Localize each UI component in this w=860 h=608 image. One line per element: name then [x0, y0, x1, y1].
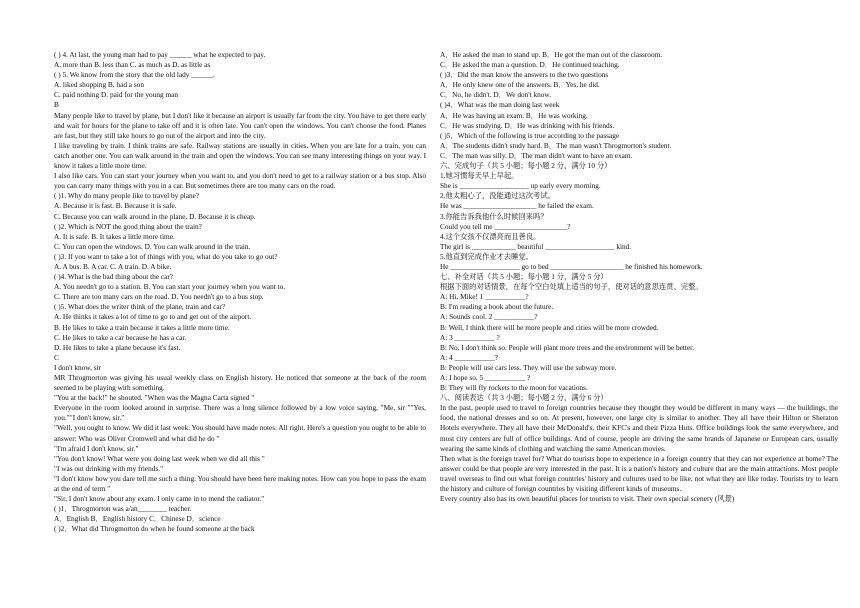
dialogue-line: B: They will fly rockets to the moon for vacations. [440, 383, 588, 393]
passage-paragraph: "You at the back!" he shouted. "When was the Magna Carta signed " [54, 393, 255, 403]
fill-blank-line: Could you tell me ____________________? [440, 221, 571, 231]
answer-options: A．He was having an exam. B．He was working. [440, 110, 588, 120]
passage-paragraph: Everyone in the room looked around in surprise. There was a long silence followed by a low voice saying, "Me, sir ""Yes, you.""I don't know, sir." [54, 403, 426, 423]
passage-paragraph: "Well, you ought to know. We did it last week. You should have made notes. All right. Here's a question you ought to be able to answer: Who was Oliver Cromwell and what did he do " [54, 423, 426, 443]
answer-options: C. He likes to take a car because he has a car. [54, 332, 187, 342]
answer-options: A. more than B. less than C. as much as D. as little as [54, 60, 211, 70]
chinese-prompt: 3.你能告诉我他什么时候回来吗？ [440, 211, 548, 221]
passage-paragraph: "I was out drinking with my friends." [54, 463, 164, 473]
answer-options: C．The man was silly. D．The man didn't want to have an exam. [440, 150, 633, 160]
answer-options: A．English B．English history C．Chinese D．science [54, 514, 221, 524]
answer-options: A. Because it is fast. B. Because it is safe. [54, 201, 177, 211]
passage-paragraph: "You don't know! What were you doing last week when we did all this " [54, 453, 265, 463]
passage-paragraph: Every country also has its own beautiful places for tourists to visit. Their own special scenery (风景) [440, 494, 735, 504]
answer-options: B. He likes to take a train because it takes a little more time. [54, 322, 230, 332]
question-line: ( )3．Did the man know the answers to the two questions [440, 70, 609, 80]
right-column [440, 50, 838, 504]
dialogue-line: A: 4 ___________? [440, 352, 498, 362]
fill-blank-line: The girl is ____________ beautiful ___________________ kind. [440, 241, 632, 251]
fill-blank-line: He ___________________ go to bed ____________________ he finished his homework. [440, 261, 703, 271]
instruction-line: 根据下面的对话情景，在每个空白处填上适当的句子，使对话的意思连贯、完整。 [440, 282, 703, 292]
answer-options: C．He was studying. D．He was drinking with his friends. [440, 120, 615, 130]
answer-options: A. He thinks it takes a lot of time to go to and get out of the airport. [54, 312, 252, 322]
section-heading: 六、完成句子（共 5 小题；每小题 2 分，满分 10 分） [440, 161, 612, 171]
answer-options: C. Because you can walk around in the plane. D. Because it is cheap. [54, 211, 256, 221]
question-line: ( )3. If you want to take a lot of things with you, what do you take to go out? [54, 251, 278, 261]
question-line: ( )2. Which is NOT the good thing about the train? [54, 221, 202, 231]
passage-paragraph: Many people like to travel by plane, but I don't like it because an airport is usually far from the city. You have to get there early and wait for hours for the plane to take off and it is often late. You can't open the windows. You can't choose the food. Planes are fast, but they still take hours to go out of the airport and into the city. [54, 110, 426, 140]
fill-blank-line: He was ____________________ he failed the exam. [440, 201, 594, 211]
question-line: ( )1．Throgmorton was a/an________ teacher. [54, 504, 192, 514]
answer-options: A. A bus. B. A car. C. A train. D. A bike. [54, 261, 172, 271]
answer-options: D. He likes to take a plane because it's fast. [54, 342, 181, 352]
passage-title: I don't know, sir [54, 362, 102, 372]
question-line: ( )5．Which of the following is true according to the passage [440, 130, 620, 140]
dialogue-line: B: No, I don't think so. People will plant more trees and the environment will be better. [440, 342, 695, 352]
dialogue-line: A: I hope so. 5 ___________ ? [440, 373, 531, 382]
passage-paragraph: Then what is the foreign travel for? What do tourists hope to experience in a foreign country that they can not experience at home? The answer could be that people are very interested in the past. It is a nation's history and culture that are the main attractions. Most people travel overseas to find out what foreign countries' history and cultures used to be like, not what they are like today. Tourists try to learn the history and culture of foreign countries by visiting different kinds of museums. [440, 453, 838, 494]
passage-paragraph: "I don't know how you dare tell me such a thing. You should have been here making notes. How can you hope to pass the exam at the end of term " [54, 473, 426, 494]
question-line: ( ) 5. We know from the story that the old lady ______. [54, 70, 215, 80]
question-line: ( )1. Why do many people like to travel by plane? [54, 191, 200, 201]
section-heading: 七、补全对话（共 5 小题；每小题 1 分，满分 5 分） [440, 272, 608, 282]
question-line: ( )2．What did Throgmorton do when he found someone at the back [54, 524, 255, 534]
passage-paragraph: MR Throgmorton was giving his usual weekly class on English history. He noticed that someone at the back of the room seemed to be playing with something. [54, 373, 426, 393]
answer-options: C．He asked the man a question. D．He continued teaching. [440, 60, 620, 70]
passage-paragraph: I like traveling by train. I think trains are safe. Railway stations are usually in cities. When you are late for a train, you can catch another one. You can walk around in the train and open the windows. You can see many interesting things on your way. I know it takes a little more time. [54, 140, 426, 171]
question-line: ( )5. What does the writer think of the plane, train and car? [54, 302, 226, 312]
question-line: ( )4．What was the man doing last week [440, 100, 560, 110]
dialogue-line: B: Well, I think there will be more people and cities will be more crowded. [440, 322, 659, 332]
chinese-prompt: 2.他太粗心了，没能通过这次考试。 [440, 191, 555, 201]
chinese-prompt: 5.他直到完成作业才去睡觉。 [440, 251, 534, 261]
passage-paragraph: In the past, people used to travel to foreign countries because they thought they would be different in many ways — the buildings, the food, the national dresses and so on. At present, however, one large city is similar to another. They all have their Hilton or Sheraton Hotels everywhere. They all have their McDonald's, their KFC's and their Pizza Huts. Office buildings look the same everywhere, and most city centers are full of office buildings. And of course, people are driving the same brands of Japanese or European cars, usually wearing the same kinds of clothing and watching the same American movies. [440, 403, 838, 453]
dialogue-line: A: 3 ___________ ? [440, 332, 500, 342]
answer-options: C. There are too many cars on the road. D. You needn't go to a bus stop. [54, 292, 264, 302]
section-letter: C [54, 352, 59, 362]
dialogue-line: B: People will use cars less. They will use the subway more. [440, 362, 617, 372]
answer-options: A．He asked the man to stand up. B．He got the man out of the classroom. [440, 50, 663, 59]
section-letter: B [54, 100, 59, 110]
passage-paragraph: "I'm afraid I don't know, sir." [54, 443, 139, 453]
answer-options: A. liked shopping B. had a son [54, 80, 144, 90]
fill-blank-line: She is ___________________ up early every morning. [440, 181, 601, 191]
answer-options: A. It is safe. B. It takes a little more time. [54, 231, 175, 241]
section-heading: 八、阅读表达（共 3 小题；每小题 2 分，满分 6 分） [440, 393, 608, 403]
chinese-prompt: 1.她习惯每天早上早起。 [440, 171, 519, 181]
answer-options: C．No, he didn't. D．We don't know. [440, 90, 552, 100]
answer-options: A. You needn't go to a station. B. You can start your journey when you want to. [54, 282, 286, 292]
answer-options: A．He only knew one of the answers. B．Yes, he did. [440, 80, 600, 90]
answer-options: C. You can open the windows. D. You can walk around in the train. [54, 241, 251, 251]
passage-paragraph: "Sir, I don't know about any exam. I only came in to mend the radiator." [54, 494, 265, 504]
answer-options: C. paid nothing D. paid for the young man [54, 90, 179, 100]
left-column [54, 50, 426, 535]
question-line: ( )4. What is the bad thing about the car? [54, 272, 174, 282]
question-line: ( ) 4. At last, the young man had to pay ______ what he expected to pay. [54, 50, 266, 59]
chinese-prompt: 4.这个女孩不仅漂亮而且善良。 [440, 231, 541, 241]
passage-paragraph: I also like cars. You can start your journey when you want to, and you don't need to get to a railway station or a bus stop. Also you can carry many things with you in a car. But sometimes there are too many cars on the road. [54, 171, 426, 191]
answer-options: A．The students didn't study hard. B．The man wasn't Throgmorton's student. [440, 140, 672, 150]
dialogue-line: A: Sounds cool. 2 ___________? [440, 312, 538, 322]
dialogue-line: A: Hi, Mike! 1 ___________? [440, 292, 529, 302]
dialogue-line: B: I'm reading a book about the future. [440, 302, 554, 312]
